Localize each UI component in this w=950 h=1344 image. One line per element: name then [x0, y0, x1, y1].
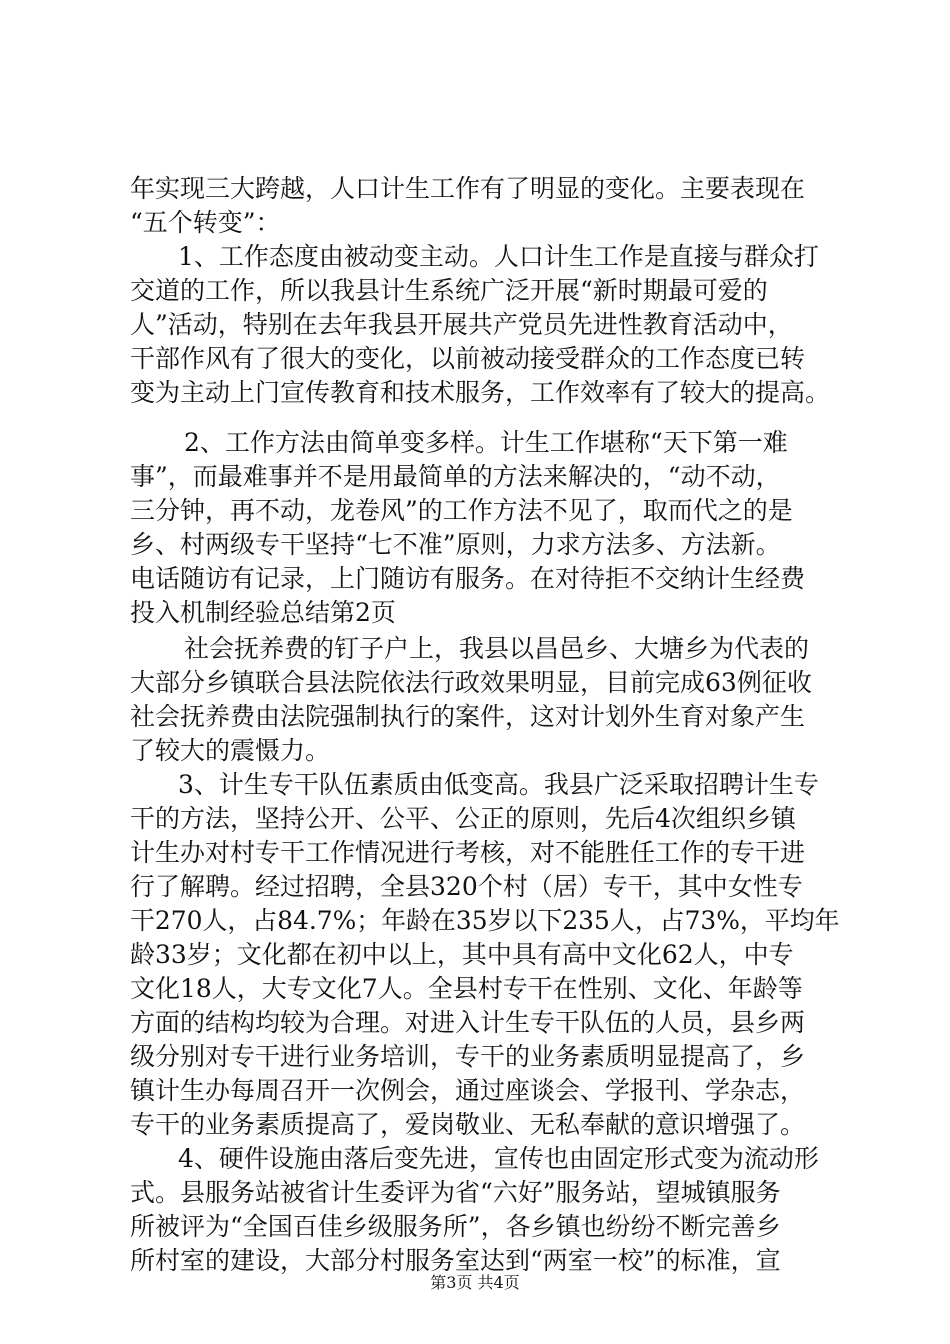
text-line: 2、工作方法由简单变多样。计生工作堪称“天下第一难	[184, 428, 788, 457]
text-line: 计生办对村专干工作情况进行考核，对不能胜任工作的专干进	[130, 838, 806, 867]
text-line: 所村室的建设，大部分村服务室达到“两室一校”的标准，宣	[130, 1246, 781, 1275]
text-line: 交道的工作，所以我县计生系统广泛开展“新时期最可爱的	[130, 276, 768, 305]
text-line: 镇计生办每周召开一次例会，通过座谈会、学报刊、学杂志，	[130, 1076, 806, 1105]
text-line: “五个转变”：	[130, 208, 281, 237]
text-line: 1、工作态度由被动变主动。人口计生工作是直接与群众打	[178, 242, 819, 271]
text-line: 方面的结构均较为合理。对进入计生专干队伍的人员，县乡两	[130, 1008, 806, 1037]
text-line: 变为主动上门宣传教育和技术服务，工作效率有了较大的提高。	[130, 378, 831, 407]
text-line: 乡、村两级专干坚持“七不准”原则，力求方法多、方法新。	[130, 530, 781, 559]
text-line: 式。县服务站被省计生委评为省“六好”服务站，望城镇服务	[130, 1178, 781, 1207]
text-line: 社会抚养费由法院强制执行的案件，这对计划外生育对象产生	[130, 702, 806, 731]
text-line: 干部作风有了很大的变化，以前被动接受群众的工作态度已转	[130, 344, 806, 373]
text-line: 所被评为“全国百佳乡级服务所”，各乡镇也纷纷不断完善乡	[130, 1212, 781, 1241]
text-line: 事”，而最难事并不是用最简单的方法来解决的，“动不动，	[130, 462, 781, 491]
text-line: 大部分乡镇联合县法院依法行政效果明显，目前完成63例征收	[130, 668, 812, 697]
text-line: 电话随访有记录，上门随访有服务。在对待拒不交纳计生经费	[130, 564, 806, 593]
text-line: 社会抚养费的钉子户上，我县以昌邑乡、大塘乡为代表的	[184, 634, 810, 663]
text-line: 龄33岁；文化都在初中以上，其中具有高中文化62人，中专	[130, 940, 794, 969]
text-line: 干270人，占84.7%；年龄在35岁以下235人，占73%，平均年	[130, 906, 840, 935]
text-line: 行了解聘。经过招聘，全县320个村（居）专干，其中女性专	[130, 872, 803, 901]
text-line: 专干的业务素质提高了，爱岗敬业、无私奉献的意识增强了。	[130, 1110, 806, 1139]
text-line: 干的方法，坚持公开、公平、公正的原则，先后4次组织乡镇	[130, 804, 796, 833]
text-line: 3、计生专干队伍素质由低变高。我县广泛采取招聘计生专	[178, 770, 819, 799]
text-line: 年实现三大跨越，人口计生工作有了明显的变化。主要表现在	[130, 174, 806, 203]
text-line: 级分别对专干进行业务培训，专干的业务素质明显提高了，乡	[130, 1042, 806, 1071]
text-line: 三分钟，再不动，龙卷风”的工作方法不见了，取而代之的是	[130, 496, 793, 525]
text-line: 了较大的震慑力。	[130, 736, 331, 765]
page-footer: 第3页 共4页	[430, 1273, 520, 1292]
text-line: 文化18人，大专文化7人。全县村专干在性别、文化、年龄等	[130, 974, 803, 1003]
text-line: 人”活动，特别在去年我县开展共产党员先进性教育活动中，	[130, 310, 793, 339]
text-line: 投入机制经验总结第2页	[130, 598, 396, 627]
text-line: 4、硬件设施由落后变先进，宣传也由固定形式变为流动形	[178, 1144, 819, 1173]
